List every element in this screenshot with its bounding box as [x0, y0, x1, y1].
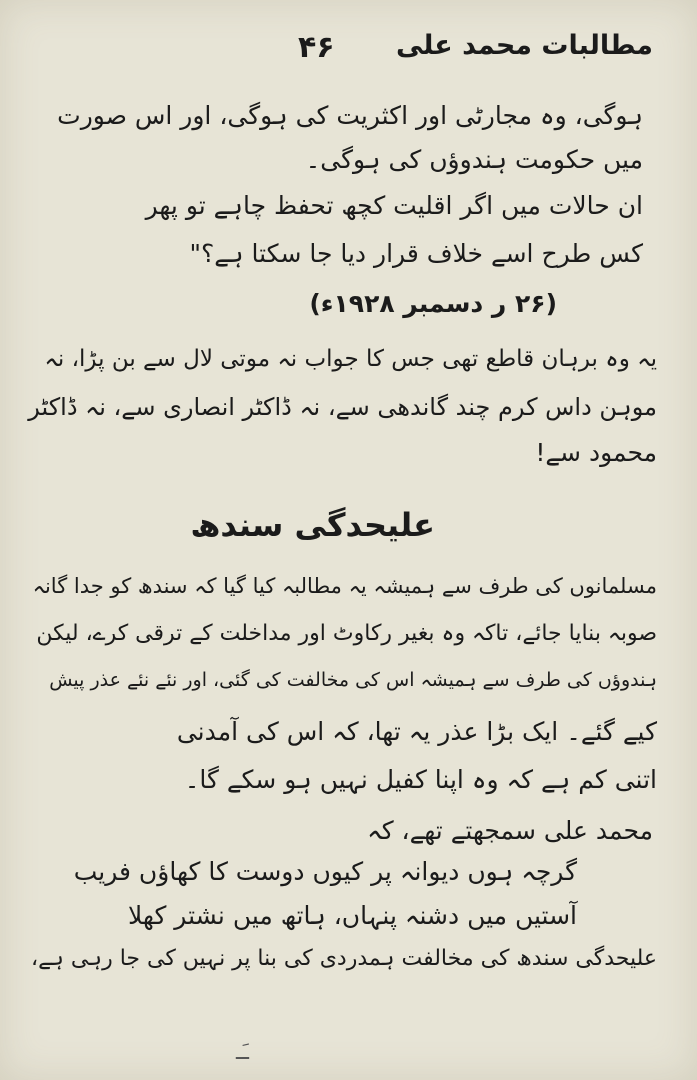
quote-line: کس طرح اسے خلاف قرار دیا جا سکتا ہے؟" — [189, 239, 643, 268]
paragraph-line: کیے گئے۔ ایک بڑا عذر یہ تھا، کہ اس کی آمدنی — [176, 717, 657, 746]
verse-line: آستیں میں دشنہ پنہاں، ہاتھ میں نشتر کھلا — [128, 901, 577, 930]
paragraph-line: ہندوؤں کی طرف سے ہمیشہ اس کی مخالفت کی گئی، اور نئے نئے عذر پیش — [49, 669, 657, 691]
footer-mark: ـَـ — [236, 1040, 249, 1065]
verse-line: گرچہ ہوں دیوانہ پر کیوں دوست کا کھاؤں فریب — [73, 857, 577, 886]
page-number: ۴۶ — [298, 30, 335, 65]
paragraph-line: اتنی کم ہے کہ وہ اپنا کفیل نہیں ہو سکے گا۔ — [184, 765, 657, 794]
running-title: مطالبات محمد علی — [395, 30, 653, 61]
paragraph-line: یہ وہ برہان قاطع تھی جس کا جواب نہ موتی لال سے بن پڑا، نہ — [44, 346, 657, 372]
quote-line: ان حالات میں اگر اقلیت کچھ تحفظ چاہے تو پھر — [145, 191, 643, 220]
paragraph-line: محمود سے! — [535, 438, 657, 467]
paragraph-line: صوبہ بنایا جائے، تاکہ وہ بغیر رکاوٹ اور مداخلت کے ترقی کرے، لیکن — [36, 621, 657, 646]
section-heading: علیحدگی سندھ — [190, 506, 435, 544]
intro-line: محمد علی سمجھتے تھے، کہ — [367, 816, 653, 845]
quote-line: ہوگی، وہ مجارٹی اور اکثریت کی ہوگی، اور اس صورت — [57, 101, 643, 130]
closing-line: علیحدگی سندھ کی مخالفت ہمدردی کی بنا پر نہیں کی جا رہی ہے، — [30, 946, 657, 971]
paragraph-line: موہن داس کرم چند گاندھی سے، نہ ڈاکٹر انصاری سے، نہ ڈاکٹر — [28, 393, 657, 421]
quote-line: میں حکومت ہندوؤں کی ہوگی۔ — [305, 145, 643, 174]
date-line: (۲۶ ر دسمبر ۱۹۲۸ء) — [309, 289, 557, 318]
paragraph-line: مسلمانوں کی طرف سے ہمیشہ یہ مطالبہ کیا گیا کہ سندھ کو جدا گانہ — [32, 574, 657, 598]
